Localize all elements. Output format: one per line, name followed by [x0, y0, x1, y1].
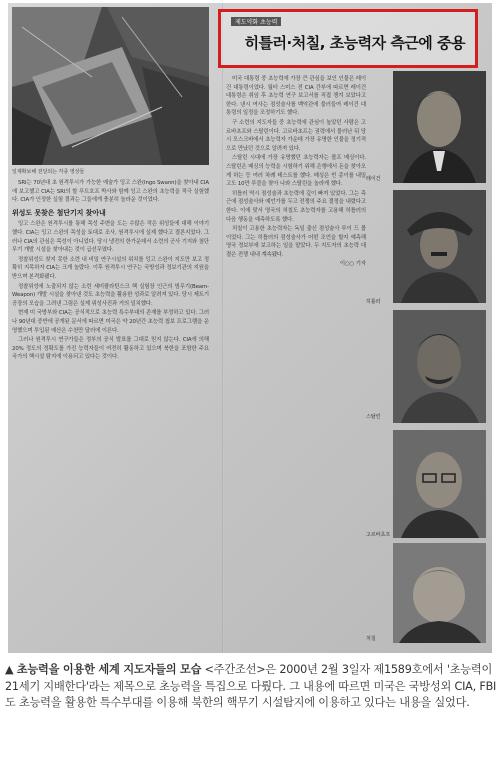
portrait-label-churchill: 처칠	[366, 636, 376, 642]
left-paragraph: 현재 미 국방부와 CIA는 공식적으로 초능력 특수부대의 존재를 부정하고 있다. 그러나 90년대 중반에 공개된 문서에 따르면 미국은 약 20년간 초능력 첩보 프로그램을 운영했으며 투입된 예산은 수천만 달러에 이른다.	[12, 310, 209, 334]
portrait-label-reagan: 레이건	[366, 176, 381, 182]
portrait-label-hitler: 히틀러	[366, 299, 381, 305]
portrait-label-gorbachev: 고르바초프	[366, 532, 391, 538]
right-paragraph: 처칠이 고용한 초능력자는 독일 출신 점성술사 루이 드 볼이었다. 그는 히틀러의 점성술사가 어떤 조언을 할지 예측해 영국 정보부에 보고하는 일을 맡았다. 두 지도자의 초능력 대결은 전쟁 내내 계속됐다.	[226, 226, 366, 258]
left-paragraph: 정찰위성도 찾지 못한 소련 내 비밀 연구시설의 위치를 잉고 스완이 지도만 보고 정확히 지목하자 CIA는 크게 놀랐다. 이후 원격투시 연구는 국방성과 정보기관의 지원을 받으며 본격화됐다.	[12, 256, 209, 280]
portrait-reagan	[393, 71, 486, 183]
photo-caption: 일제확보해 전달되는 각종 영상들	[12, 169, 85, 175]
portrait-gorbachev	[393, 430, 486, 538]
image-caption	[5, 662, 497, 712]
left-paragraph: 그러나 원격투시 연구가들은 정부의 공식 발표를 그대로 믿지 않는다. CIA에 의해 20% 정도의 정확도를 가진 능력자들이 여전히 활동하고 있으며 북한을 포함한 주요 국가의 핵시설 탐지에 이용되고 있다는 것이다.	[12, 337, 209, 361]
right-paragraph: 스탈린 시대에 가장 유명했던 초능력자는 볼프 메싱이다. 스탈린은 메싱의 능력을 시험하기 위해 은행에서 돈을 찾아오게 하는 등 여러 차례 테스트를 했다. 메싱은 빈 종이를 내밀고도 10만 루블을 찾아 나와 스탈린을 놀라게 했다.	[226, 155, 366, 188]
article-headline: 히틀러·처칠, 초능력자 측근에 중용	[244, 34, 465, 52]
left-paragraph: 잉고 스완은 원격투시를 통해 목성 주변을 도는 수많은 작은 위성들에 대해 이야기했다. CIA는 잉고 스완의 목성을 토대로 조사, 원격투시에 실제 했다고 결론지었다. 그러나 CIA의 관심은 목성이 아니었다. 당시 냉전의 한가운데서 소련의 군사 기지와 첨단 무기 개발 시설을 찾아내는 것이 급선무였다.	[12, 221, 209, 254]
hitler-photo	[393, 190, 486, 303]
left-intro: SRI는 70년대 초 원격투시가 가능한 예술가 잉고 스완(Ingo Swann)을 찾아내 CIA에 보고했고 CIA는 SRI의 할 푸트호프 박사와 함께 잉고 스완의 초능력을 적극 실험했다. CIA가 인정한 실험 결과는 그들에게 충분히 놀라운 것이었다.	[12, 180, 209, 204]
stalin-photo	[393, 310, 486, 423]
magazine-photo	[8, 3, 492, 653]
left-subhead: 위성도 못찾은 첨단기지 찾아내	[12, 208, 106, 217]
portrait-label-stalin: 스탈린	[366, 414, 381, 420]
section-tag: 제도약화 초능력	[231, 17, 281, 26]
right-paragraph: 구 소련의 지도자들 중 초능력에 관심이 높았던 사람은 고르바초프와 스탈린이다. 고르바초프는 권력에서 물러난 뒤 당시 모스크바에서 초능력자 가운데 가장 유명한 인물을 정기적으로 만났던 것으로 알려져 있다.	[226, 119, 366, 152]
left-column	[12, 179, 209, 639]
portrait-hitler	[393, 190, 486, 303]
gorbachev-photo	[393, 430, 486, 538]
reagan-photo	[393, 71, 486, 183]
right-paragraph: 히틀러 역시 점성술과 초능력에 깊이 빠져 있었다. 그는 측근에 점성술사와 예언가를 두고 전쟁의 주요 결정을 내렸다고 한다. 이에 맞서 영국의 처칠도 초능력자를 고용해 히틀러의 다음 행동을 예측하도록 했다.	[226, 190, 366, 223]
page-fold	[222, 3, 224, 653]
portrait-stalin	[393, 310, 486, 423]
caption-body: <주간조선>은 2000년 2월 3일자 제1589호에서 '초능력이 21세기 지배한다'라는 제목으로 초능력을 특집으로 다뤘다. 그 내용에 따르면 미국은 국방성외 CIA, FBI도 초능력을 활용한 특수부대를 이용해 북한의 핵무기 시설탐지에 이용하고 있다는 내용을 실었다.	[5, 663, 497, 710]
article-photo	[12, 7, 209, 165]
caption-highlight: 초능력을 이용한 세계 지도자들의 모습	[16, 663, 202, 676]
article-photo-graphic	[12, 7, 209, 165]
right-column	[226, 75, 366, 645]
right-byline: 이○○ 기자	[339, 261, 366, 268]
magazine-page	[8, 3, 492, 653]
churchill-photo	[393, 543, 486, 643]
headline-highlight-box	[218, 9, 478, 68]
caption-prefix: ▲	[5, 663, 17, 676]
portrait-churchill	[393, 543, 486, 643]
right-paragraph: 미국 대통령 중 초능력에 가장 큰 관심을 보인 인물은 레이건 대통령이었다. 월터 스미스 전 CIA 간부에 따르면 레이건 대통령은 취임 후 초능력 연구 보고서를 직접 챙겨 보았다고 한다. 낸시 여사는 점성술사를 백악관에 불러들여 레이건 대통령의 일정을 조정하기도 했다.	[226, 76, 366, 117]
left-paragraph: 정찰위성에 노출되지 않는 소련 세미팔라틴스크 핵 실험장 인근의 빔무기(Beam-Weapon) 개발 시설을 찾아낸 것도 초능력을 활용한 성과로 알려져 있다. 당시 제트기 공장의 모습을 그려낸 그림은 실제 위성사진과 거의 일치했다.	[12, 283, 209, 307]
